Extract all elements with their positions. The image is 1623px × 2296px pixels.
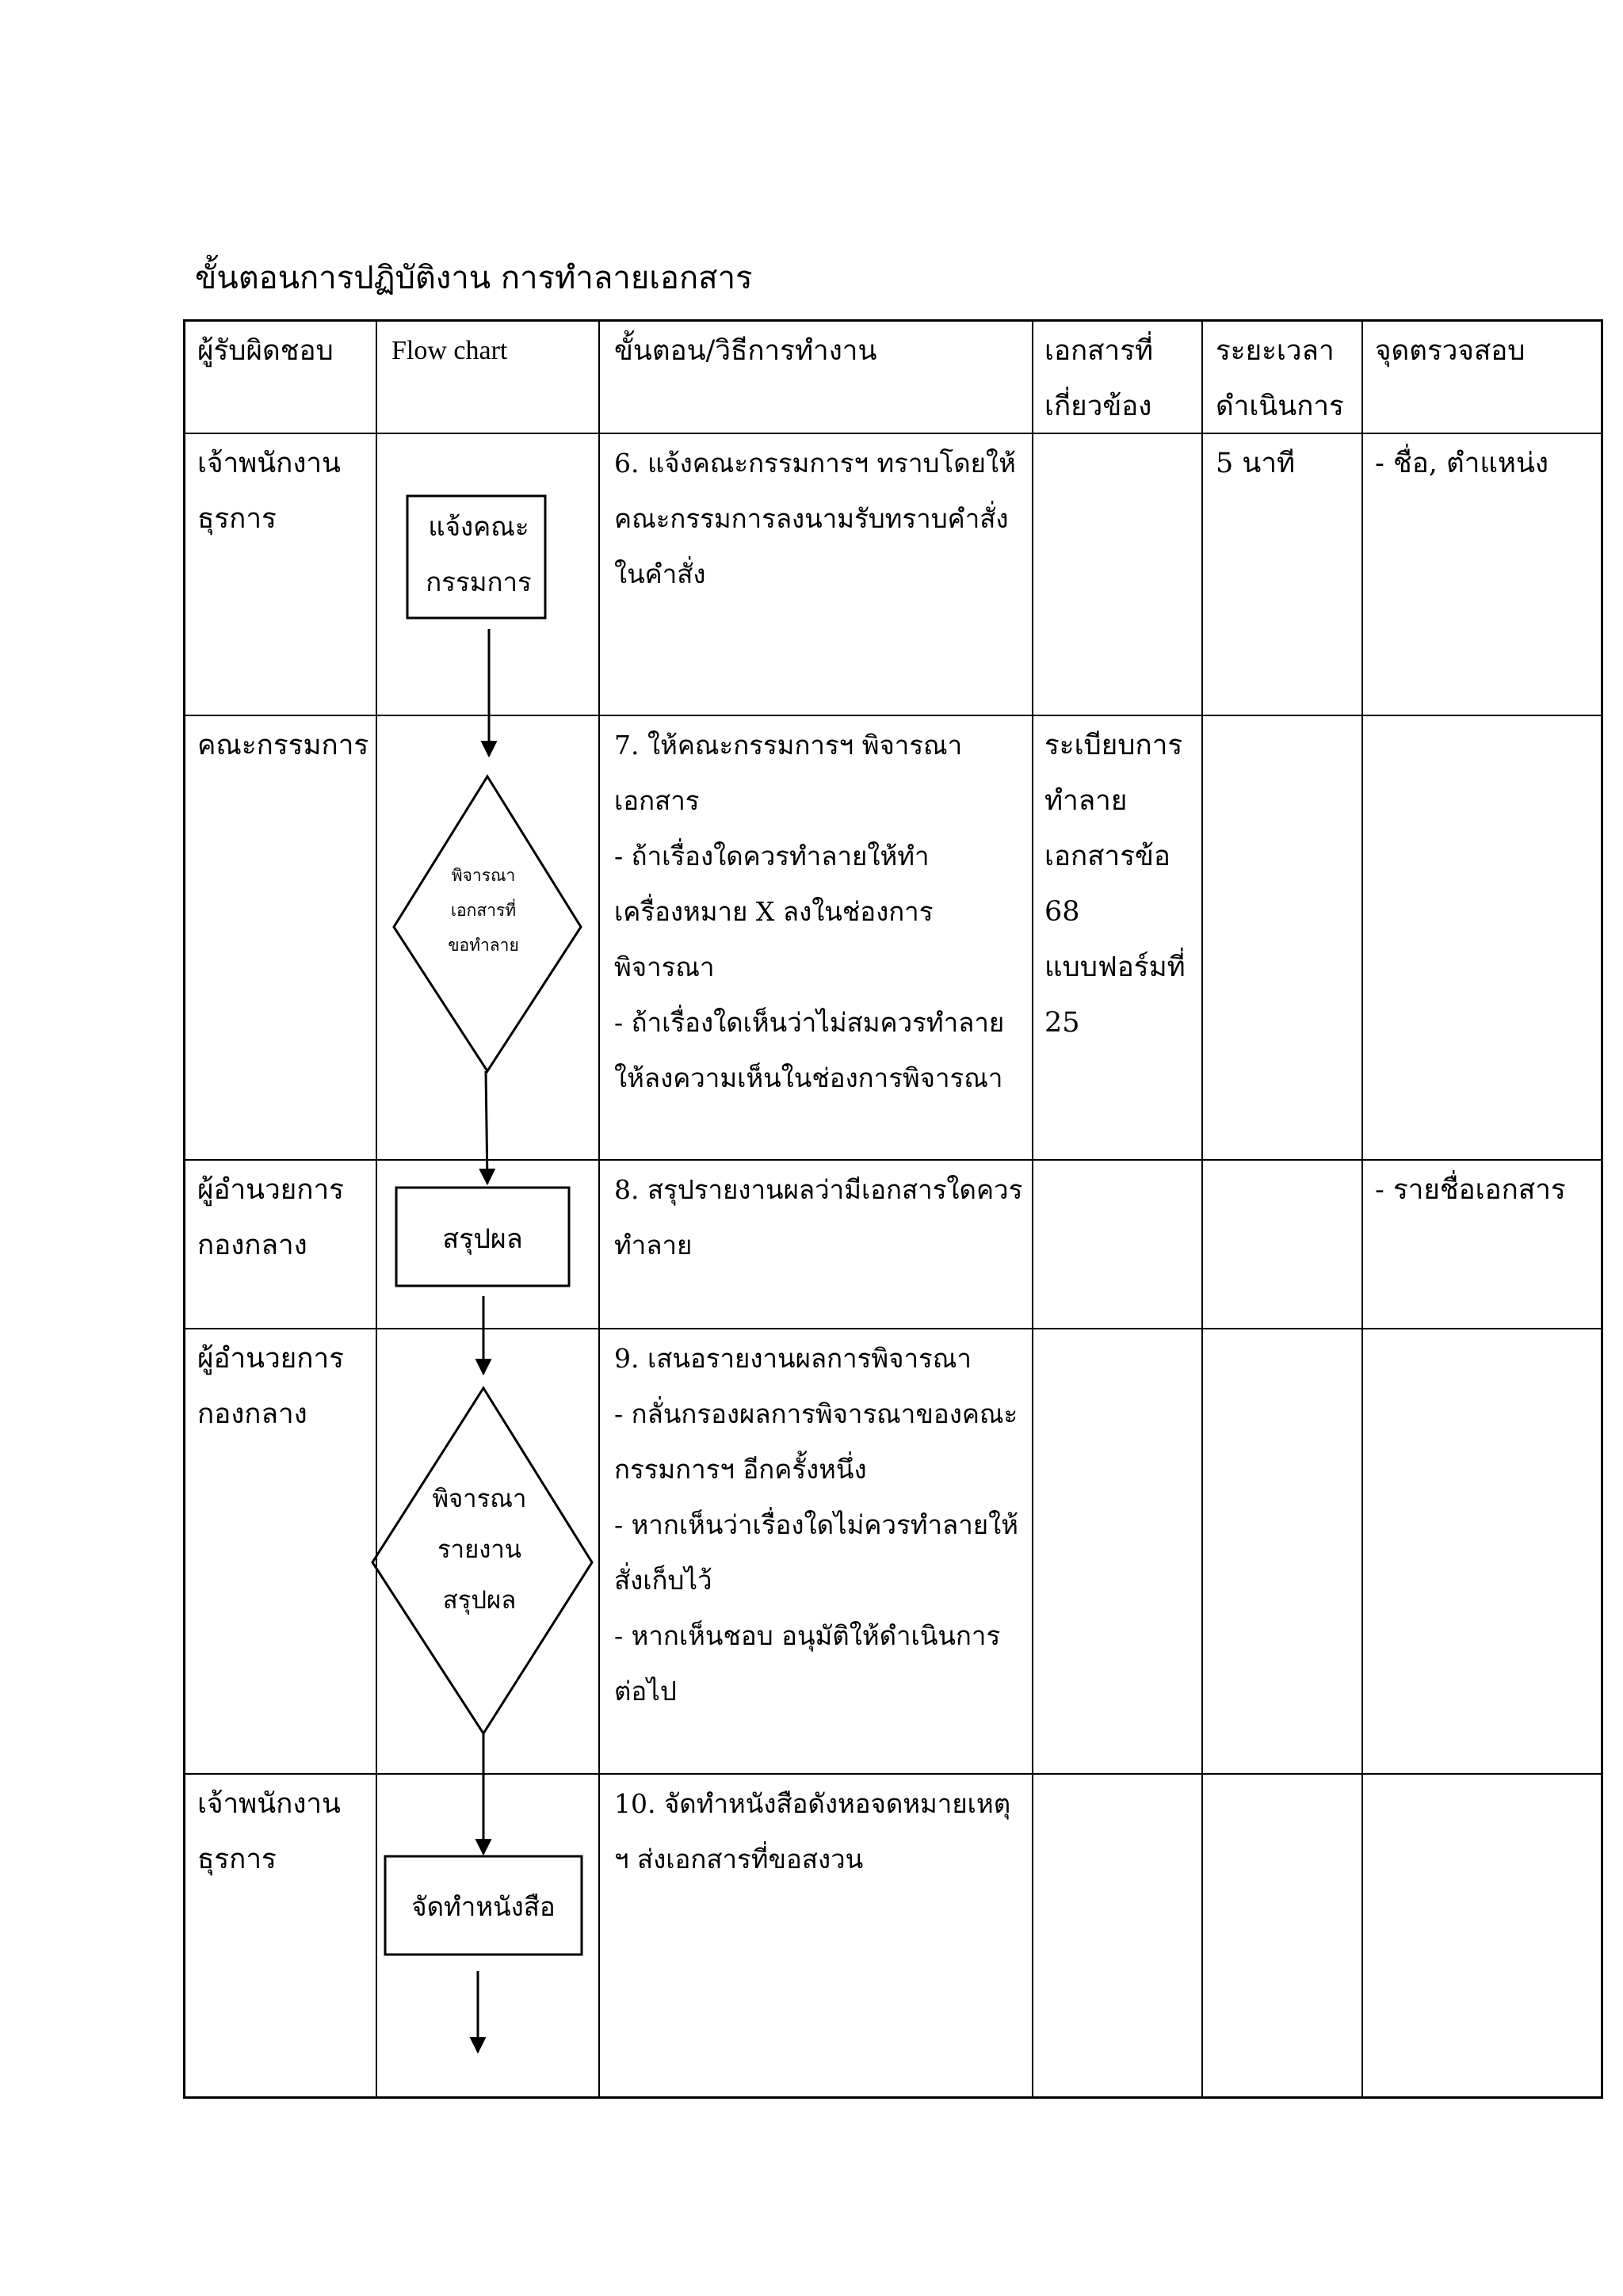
row-documents: ระเบียบการ ทำลาย เอกสารข้อ 68 แบบฟอร์มที่ 25 xyxy=(1044,730,1186,1039)
row-checkpoint: - ชื่อ, ตำแหน่ง xyxy=(1375,448,1549,479)
flow-arrow xyxy=(486,1071,487,1184)
process-box-label: สรุปผล xyxy=(442,1223,523,1255)
step-text: 8. สรุปรายงานผลว่ามีเอกสารใดควร ทำลาย xyxy=(614,1174,1023,1261)
step-text: 6. แจ้งคณะกรรมการฯ ทราบโดยให้ คณะกรรมการลงนามรับทราบคำสั่ง ในคำสั่ง xyxy=(614,448,1016,589)
process-box-label: แจ้งคณะ กรรมการ xyxy=(426,511,532,597)
header-flowchart: Flow chart xyxy=(391,336,508,365)
row-responsible: เจ้าพนักงาน ธุรการ xyxy=(197,448,341,535)
page-title: ขั้นตอนการปฏิบัติงาน การทำลายเอกสาร xyxy=(195,260,753,296)
row-responsible: ผู้อำนวยการ กองกลาง xyxy=(197,1174,344,1261)
header-checkpoint: จุดตรวจสอบ xyxy=(1375,335,1526,367)
header-documents: เอกสารที่ เกี่ยวข้อง xyxy=(1044,335,1154,422)
row-checkpoint: - รายชื่อเอกสาร xyxy=(1375,1174,1566,1206)
decision-diamond-label: พิจารณา รายงาน สรุปผล xyxy=(432,1485,527,1615)
row-duration: 5 นาที xyxy=(1216,448,1296,479)
header-duration: ระยะเวลา ดำเนินการ xyxy=(1216,335,1344,422)
step-text: 7. ให้คณะกรรมการฯ พิจารณา เอกสาร - ถ้าเรื่องใดควรทำลายให้ทำ เครื่องหมาย X ลงในช่องการ พิจารณา - ถ้าเรื่องใดเห็นว่าไม่สมควรทำลาย ให้ลงความเห็นในช่องการพิจารณา xyxy=(614,730,1005,1093)
step-text: 10. จัดทำหนังสือดังหอจดหมายเหตุ ฯ ส่งเอกสารที่ขอสงวน xyxy=(614,1788,1011,1875)
decision-diamond-label: พิจารณา เอกสารที่ ขอทำลาย xyxy=(448,866,519,955)
row-responsible: เจ้าพนักงาน ธุรการ xyxy=(197,1788,341,1875)
row-responsible: ผู้อำนวยการ กองกลาง xyxy=(197,1343,344,1430)
header-responsible: ผู้รับผิดชอบ xyxy=(197,335,334,367)
process-box-label: จัดทำหนังสือ xyxy=(411,1891,556,1922)
step-text: 9. เสนอรายงานผลการพิจารณา - กลั่นกรองผลการพิจารณาของคณะ กรรมการฯ อีกครั้งหนึ่ง - หากเห็นว่าเรื่องใดไม่ควรทำลายให้ สั่งเก็บไว้ - หากเห็นชอบ อนุมัติให้ดำเนินการ ต่อไป xyxy=(614,1343,1018,1707)
row-responsible: คณะกรรมการ xyxy=(197,730,369,761)
header-procedure: ขั้นตอน/วิธีการทำงาน xyxy=(614,335,877,367)
